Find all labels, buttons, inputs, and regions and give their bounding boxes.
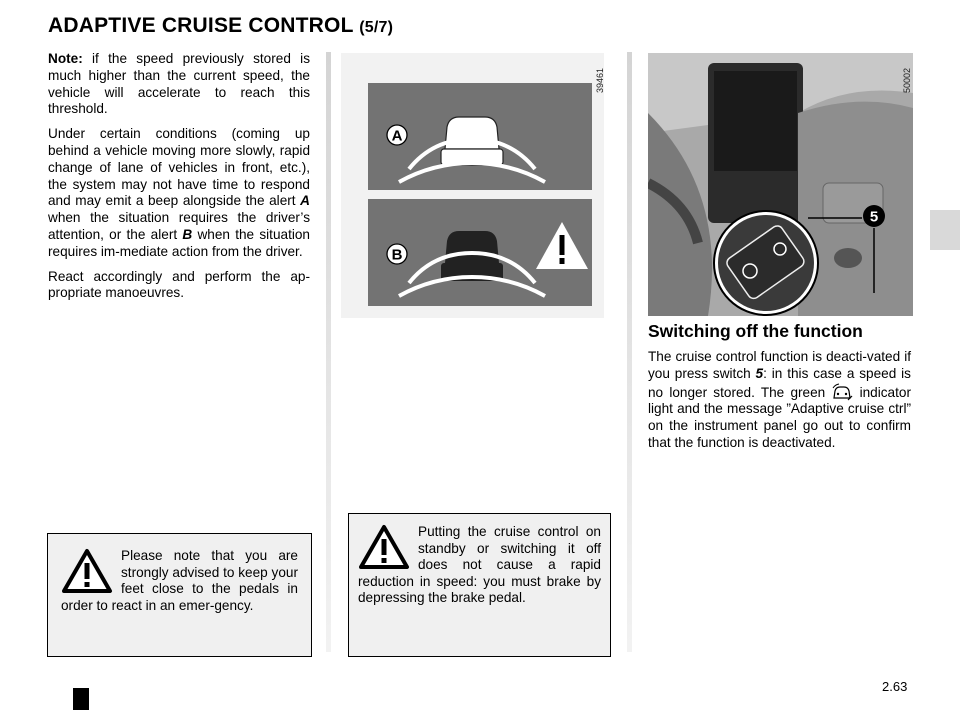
standby-warning-text: Putting the cruise control on standby or switching it off does not cause a rapid reduction in speed: you must brake by depressing the brake pedal. <box>358 524 601 606</box>
conditions-text-2: when the situation requires the driver’s attention, or the alert <box>48 210 310 242</box>
section-heading: Switching off the function <box>648 321 863 341</box>
dashboard-switch-figure <box>648 53 913 316</box>
react-paragraph: React accordingly and perform the ap-propriate manoeuvres. <box>48 268 310 301</box>
warning-triangle-icon <box>61 548 113 594</box>
column-divider-left <box>326 52 331 652</box>
figure-number-39461: 39461 <box>595 67 605 93</box>
standby-warning-box <box>348 513 611 657</box>
feet-warning-box <box>47 533 312 657</box>
switch-off-text-2: : in this case a speed is no longer stored. The green <box>648 365 911 400</box>
switch-off-text-1: The cruise control function is deacti-vated if you press switch <box>648 349 911 381</box>
figure-number-50002: 50002 <box>902 67 912 93</box>
alert-a-ref: A <box>300 193 310 209</box>
corner-mark <box>73 688 89 710</box>
chapter-thumb-tab <box>930 210 960 250</box>
note-text: if the speed previously stored is much higher than the current speed, the vehicle will accelerate to reach this threshold. <box>48 51 310 117</box>
alert-display-figure <box>341 53 604 318</box>
title-part: (5/7) <box>359 19 394 36</box>
conditions-text-3: when the situation requires im-mediate action from the driver. <box>48 226 310 259</box>
left-column-text <box>48 51 310 310</box>
alert-b-ref: B <box>182 226 193 242</box>
title-text: ADAPTIVE CRUISE CONTROL <box>48 14 354 37</box>
switch-off-paragraph <box>648 349 911 452</box>
column-divider-right <box>627 52 632 652</box>
note-label: Note: <box>48 51 83 66</box>
dashboard-illustration <box>648 53 913 316</box>
label-a: A <box>391 127 403 145</box>
label-b: B <box>391 246 403 264</box>
adaptive-cruise-indicator-icon <box>831 383 853 401</box>
feet-warning-text: Please note that you are strongly advised to keep your feet close to the pedals in order to react in an emer-gency. <box>61 548 298 613</box>
switch-off-text-3: indicator light and the message ”Adaptive cruise ctrl” on the instrument panel go out to confirm that the function is deactivated. <box>648 384 911 450</box>
callout-5: 5 <box>869 208 879 226</box>
page-title <box>48 14 393 38</box>
conditions-text-1: Under certain conditions (coming up behind a vehicle moving more slowly, rapid change of lane of vehicles in front, etc.), the system may not have time to respond and may emit a beep alongside the alert <box>48 126 310 209</box>
conditions-paragraph <box>48 126 310 260</box>
note-paragraph <box>48 51 310 118</box>
alert-display-illustration <box>341 53 604 318</box>
warning-triangle-icon <box>358 524 410 570</box>
page-number: 2.63 <box>882 679 908 694</box>
switch-5-ref: 5 <box>755 365 764 381</box>
